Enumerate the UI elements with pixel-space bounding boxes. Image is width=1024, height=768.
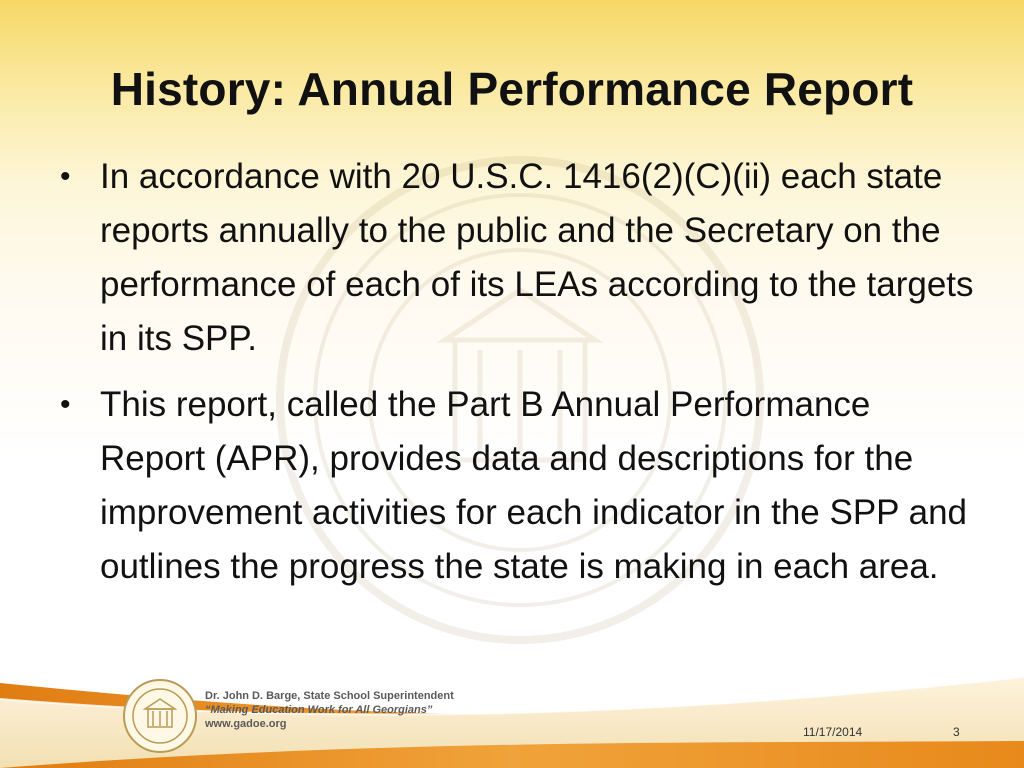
department-of-education-seal-icon (122, 678, 198, 754)
tagline: “Making Education Work for All Georgians” (205, 704, 433, 716)
slide-date: 11/17/2014 (803, 725, 863, 739)
page-number: 3 (953, 725, 960, 739)
bullet-list (58, 150, 978, 606)
slide-title: History: Annual Performance Report (110, 63, 914, 115)
bullet-item (58, 150, 978, 366)
bullet-text: In accordance with 20 U.S.C. 1416(2)(C)(ii) each state reports annually to the public and the Secretary on the performance of each of its LEAs according to the targets in its SPP. (100, 157, 974, 358)
bullet-text: This report, called the Part B Annual Performance Report (APR), provides data and descriptions for the improvement activities for each indicator in the SPP and outlines the progress the state is making in each area. (100, 385, 968, 586)
website-link[interactable]: www.gadoe.org (205, 718, 287, 730)
bullet-icon: • (60, 388, 71, 421)
superintendent-signature (205, 689, 454, 731)
superintendent-name: Dr. John D. Barge, State School Superintendent (205, 690, 454, 702)
bullet-icon: • (60, 160, 71, 193)
bullet-item (58, 378, 978, 594)
